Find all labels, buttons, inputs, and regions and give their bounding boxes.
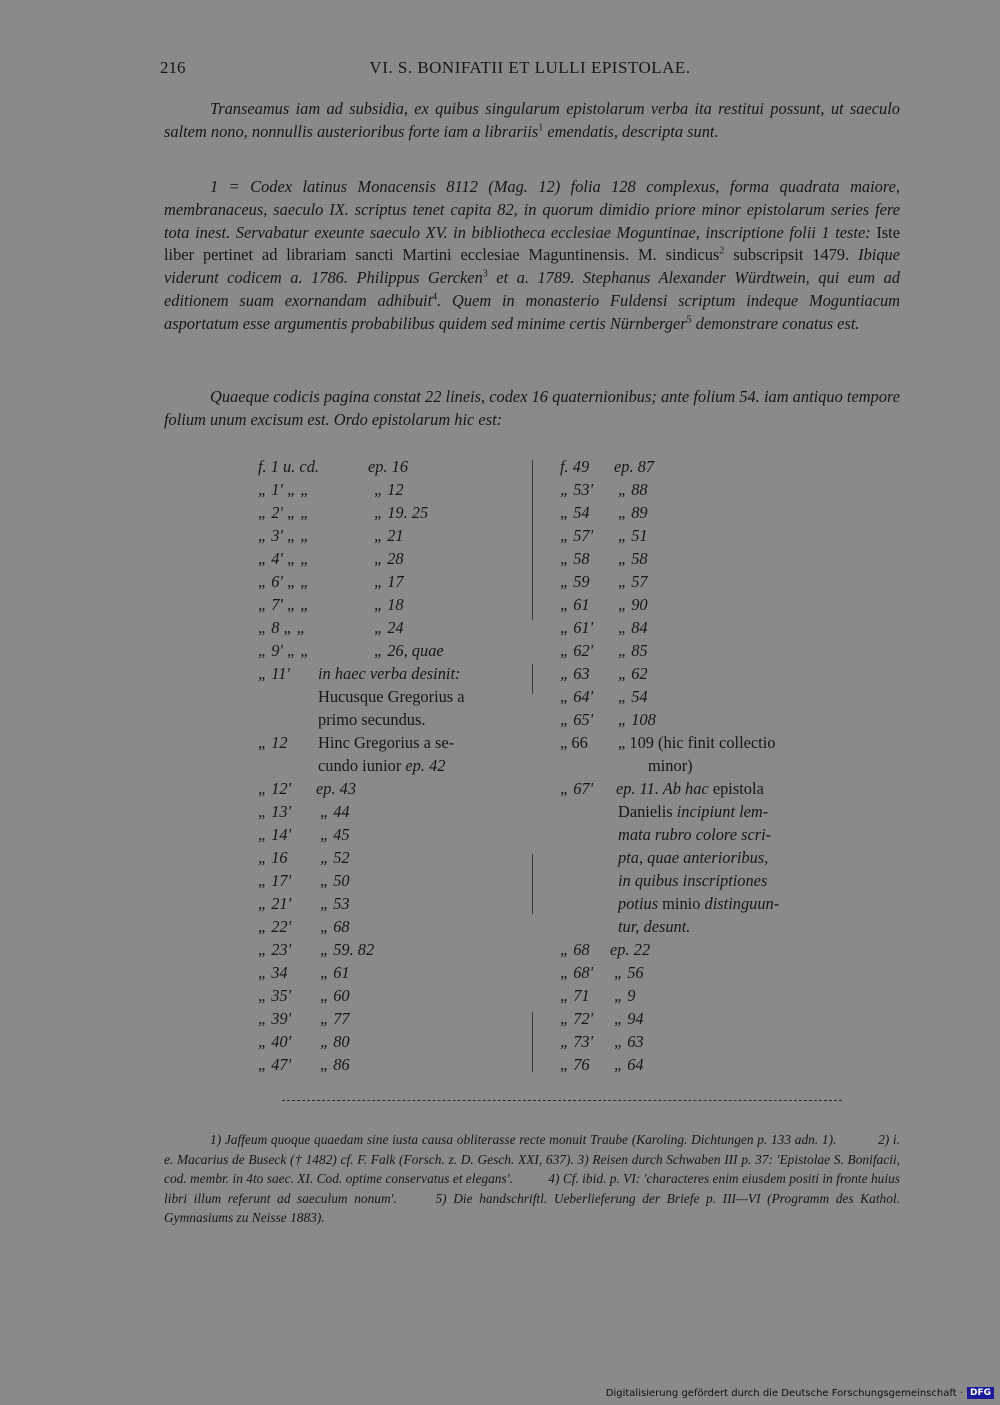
epistle-ref: „ 12 [374, 480, 404, 499]
table-row [258, 639, 520, 662]
folio-ref: „ 58 [560, 549, 590, 568]
folio-ref: „ 65' [560, 710, 594, 729]
note-text: incipiunt lem- [672, 802, 769, 821]
folio-ref: „ 61' [560, 618, 594, 637]
table-row [258, 892, 520, 915]
folio-ref: „ 66 [560, 733, 588, 752]
table-row [258, 961, 520, 984]
epistle-ref: „ 57 [618, 572, 648, 591]
note-text: minio [658, 894, 701, 913]
table-row [560, 1007, 820, 1030]
folio-ref: „ 68' [560, 963, 594, 982]
table-row [258, 846, 520, 869]
inscription-text: Iste liber pertinet ad librariam sancti Martini ecclesiae Maguntinensis. M. sindicus [164, 222, 900, 265]
note-line: in haec verba desinit: [318, 664, 461, 683]
credit-text: Digitalisierung gefördert durch die Deutsche Forschungsgemeinschaft · [605, 1387, 963, 1399]
folio-ref: f. 49 [560, 457, 590, 476]
column-divider [532, 854, 533, 914]
epistle-ref: „ 53 [320, 894, 350, 913]
table-row [560, 501, 820, 524]
paragraph-text: Ibique viderunt codicem a. 1786. Philippus Gercken [164, 245, 900, 288]
table-row [560, 455, 820, 478]
folio-ref: „ 72' [560, 1009, 594, 1028]
epistle-ref: „ 61 [320, 963, 350, 982]
table-row [258, 1030, 520, 1053]
table-row-note [258, 731, 520, 777]
order-table-left [258, 455, 520, 1076]
table-row [258, 800, 520, 823]
table-row [258, 915, 520, 938]
folio-ref: „ 2' „ „ [258, 503, 310, 522]
epistle-ref: „ 108 [618, 710, 656, 729]
footnote-5: 5) Die handschriftl. Ueberlieferung der Briefe p. III—VI (Programm des Kathol. Gymnasiums zu Neisse 1883). [164, 1190, 900, 1226]
quoted-text: Hucusque Gregorius a [318, 687, 465, 706]
folio-ref: „ 47' [258, 1055, 292, 1074]
folio-ref: „ 16 [258, 848, 288, 867]
running-head: VI. S. BONIFATII ET LULLI EPISTOLAE. [369, 58, 691, 77]
folio-ref: „ 53' [560, 480, 594, 499]
table-row [560, 708, 820, 731]
table-row [560, 478, 820, 501]
folio-ref: „ 76 [560, 1055, 590, 1074]
table-row [560, 593, 820, 616]
table-row [560, 547, 820, 570]
column-divider [532, 664, 533, 694]
folio-ref: „ 7' „ „ [258, 595, 310, 614]
epistle-ref: ep. 11. [616, 779, 659, 798]
epistle-ref: „ 68 [320, 917, 350, 936]
footnote-ref: 2 [719, 245, 725, 257]
footnote-ref: 4 [432, 291, 438, 303]
folio-ref: „ 62' [560, 641, 594, 660]
folio-ref: „ 17' [258, 871, 292, 890]
table-row [258, 616, 520, 639]
folio-ref: „ 12 [258, 733, 288, 752]
inscription-text: subscripsit 1479. [724, 245, 850, 265]
epistle-ref: „ 50 [320, 871, 350, 890]
epistle-ref: ep. 42 [401, 756, 446, 775]
epistle-ref: ep. 43 [316, 779, 357, 798]
folio-ref: „ 12' [258, 779, 292, 798]
footnote-ref: 1 [538, 122, 544, 134]
table-row [560, 685, 820, 708]
epistle-ref: „ 86 [320, 1055, 350, 1074]
table-row [258, 570, 520, 593]
epistle-ref: „ 62 [618, 664, 648, 683]
folio-ref: „ 57' [560, 526, 594, 545]
table-row [560, 961, 820, 984]
epistle-ref: ep. 16 [368, 457, 409, 476]
epistle-ref: „ 84 [618, 618, 648, 637]
column-divider [532, 1012, 533, 1072]
table-row [560, 662, 820, 685]
footnote-1: 1) Jaffeum quoque quaedam sine iusta causa obliterasse recte monuit Traube (Karoling. Dichtungen p. 133 adn. 1). [210, 1132, 837, 1147]
table-row [560, 524, 820, 547]
table-row [258, 869, 520, 892]
epistle-ref: „ 64 [614, 1055, 644, 1074]
table-row [258, 478, 520, 501]
table-row [258, 547, 520, 570]
quoted-text: cundo iunior [318, 756, 402, 775]
folio-ref: „ 71 [560, 986, 590, 1005]
table-row [560, 1030, 820, 1053]
table-row [258, 823, 520, 846]
table-row-note [560, 731, 820, 777]
epistle-ref: „ 51 [618, 526, 648, 545]
epistle-ref: „ 77 [320, 1009, 350, 1028]
note-text: mata rubro colore scri- [618, 825, 772, 844]
footnote-ref: 5 [686, 314, 692, 326]
footnote-3: 3) Reisen durch Schwaben III p. 37: 'Epistolae S. Bonifacii, cod. membr. in 4to saec. XI. Cod. optime conservatus et elegans'. [164, 1151, 900, 1187]
epistle-ref: ep. 87 [614, 457, 655, 476]
table-row [258, 1007, 520, 1030]
folio-ref: „ 54 [560, 503, 590, 522]
epistle-ref: „ 90 [618, 595, 648, 614]
folio-ref: „ 73' [560, 1032, 594, 1051]
note-line: minor) [648, 756, 693, 775]
epistle-ref: „ 44 [320, 802, 350, 821]
paragraph-text: 1 = Codex latinus Monacensis 8112 (Mag. 12) folia 128 complexus, forma quadrata maiore, membranaceus, saeculo IX. scriptus tenet capita 82, in quorum dimidio priore minor epistolarum series fere tota inest. Servabatur exeunte saeculo XV. in bibliotheca ecclesiae Moguntinae, inscriptione folii 1 teste: [164, 177, 900, 242]
folio-ref: „ 34 [258, 963, 288, 982]
epistle-ref: „ 24 [374, 618, 404, 637]
folio-ref: „ 21' [258, 894, 292, 913]
epistle-ref: „ 17 [374, 572, 404, 591]
table-row [258, 524, 520, 547]
note-text: distinguun- [700, 894, 780, 913]
table-row [560, 570, 820, 593]
folio-ref: „ 14' [258, 825, 292, 844]
footnote-rule [282, 1100, 842, 1101]
folio-ref: „ 3' „ „ [258, 526, 310, 545]
table-row [258, 777, 520, 800]
folio-ref: „ 59 [560, 572, 590, 591]
epistle-ref: „ 63 [614, 1032, 644, 1051]
table-row [258, 938, 520, 961]
paragraph-ordo: Quaeque codicis pagina constat 22 lineis, codex 16 quaternionibus; ante folium 54. iam antiquo tempore folium unum excisum est. Ordo epistolarum hic est: [164, 387, 900, 429]
epistle-ref: „ 28 [374, 549, 404, 568]
folio-ref: „ 39' [258, 1009, 292, 1028]
note-line: „ 109 (hic finit collectio [618, 733, 776, 752]
footnote-4: 4) Cf. ibid. p. VI: 'characteres enim eiusdem positi in fronte huius libri illum referunt ad saeculum nonum'. [164, 1171, 900, 1206]
table-row [560, 616, 820, 639]
folio-ref: „ 23' [258, 940, 292, 959]
paragraph-codex [164, 176, 900, 336]
footnote-ref: 3 [482, 268, 488, 280]
epistle-ref: „ 89 [618, 503, 648, 522]
page-number: 216 [160, 58, 186, 77]
folio-ref: f. 1 u. cd. [258, 457, 320, 476]
epistle-ref: „ 58 [618, 549, 648, 568]
column-divider [532, 460, 533, 620]
table-row-note [560, 777, 820, 938]
note-text: tur, desunt. [618, 917, 691, 936]
folio-ref: „ 68 [560, 940, 590, 959]
note-text: pta, quae anterioribus, [618, 848, 769, 867]
epistle-ref: „ 94 [614, 1009, 644, 1028]
table-row [560, 1053, 820, 1076]
folio-ref: „ 61 [560, 595, 590, 614]
folio-ref: „ 9' „ „ [258, 641, 310, 660]
paragraph-text: . Quem in monasterio Fuldensi scriptum indeque Moguntiacum asportatum esse argumentis probabilibus quidem sed minime certis Nürnberger [164, 290, 901, 333]
epistle-ref: „ 54 [618, 687, 648, 706]
epistle-ref: „ 26, quae [374, 641, 444, 660]
epistle-ref: „ 60 [320, 986, 350, 1005]
page-header [160, 58, 900, 84]
epistle-ref: „ 45 [320, 825, 350, 844]
folio-ref: „ 13' [258, 802, 292, 821]
note-text: epistola [708, 779, 764, 798]
table-row [258, 501, 520, 524]
folio-ref: „ 1' „ „ [258, 480, 310, 499]
table-row [560, 639, 820, 662]
epistle-ref: ep. 22 [610, 940, 651, 959]
dfg-logo-icon: DFG [967, 1387, 994, 1399]
folio-ref: „ 6' „ „ [258, 572, 310, 591]
folio-ref: „ 35' [258, 986, 292, 1005]
epistle-ref: „ 19. 25 [374, 503, 429, 522]
epistle-ref: „ 59. 82 [320, 940, 375, 959]
epistle-ref: „ 85 [618, 641, 648, 660]
folio-ref: „ 64' [560, 687, 594, 706]
paragraph-text: demonstrare conatus est. [691, 313, 860, 333]
table-row [258, 593, 520, 616]
epistle-ref: „ 18 [374, 595, 404, 614]
note-text: in quibus inscriptiones [618, 871, 768, 890]
paragraph-text: emendatis, descripta sunt. [543, 121, 719, 141]
footnotes [164, 1130, 900, 1228]
epistle-ref: „ 56 [614, 963, 644, 982]
digitization-credit [606, 1385, 994, 1401]
note-text: Danielis [618, 802, 673, 821]
footnote-2: 2) i. e. Macarius de Buseck († 1482) cf. F. Falk (Forsch. z. D. Gesch. XXI, 637). [164, 1132, 900, 1167]
table-row-note [258, 662, 520, 731]
epistle-ref: „ 9 [614, 986, 636, 1005]
folio-ref: „ 8 „ „ [258, 618, 306, 637]
quoted-text: Hinc Gregorius a se- [318, 733, 455, 752]
paragraph-text: et a. 1789. Stephanus Alexander Würdtwein, qui eum ad editionem suam exornandam adhibuit [164, 268, 900, 310]
folio-ref: „ 4' „ „ [258, 549, 310, 568]
table-row [258, 455, 520, 478]
table-row [560, 984, 820, 1007]
folio-ref: „ 11' [258, 664, 290, 683]
note-text: Ab hac [658, 779, 709, 798]
epistle-ref: „ 52 [320, 848, 350, 867]
folio-ref: „ 63 [560, 664, 590, 683]
quoted-text: primo secundus. [318, 710, 426, 729]
table-row [258, 984, 520, 1007]
epistle-ref: „ 21 [374, 526, 404, 545]
table-row [560, 938, 820, 961]
paragraph-subsidia [164, 98, 900, 144]
note-text: potius [618, 894, 659, 913]
epistle-ref: „ 88 [618, 480, 648, 499]
folio-ref: „ 40' [258, 1032, 292, 1051]
folio-ref: „ 22' [258, 917, 292, 936]
table-row [258, 1053, 520, 1076]
paragraph-text: Transeamus iam ad subsidia, ex quibus singularum epistolarum verba ita restitui possunt, ut saeculo saltem nono, nonnullis austerioribus forte iam a librariis [164, 99, 900, 141]
folio-ref: „ 67' [560, 779, 594, 798]
order-table-right [560, 455, 820, 1076]
epistle-ref: „ 80 [320, 1032, 350, 1051]
